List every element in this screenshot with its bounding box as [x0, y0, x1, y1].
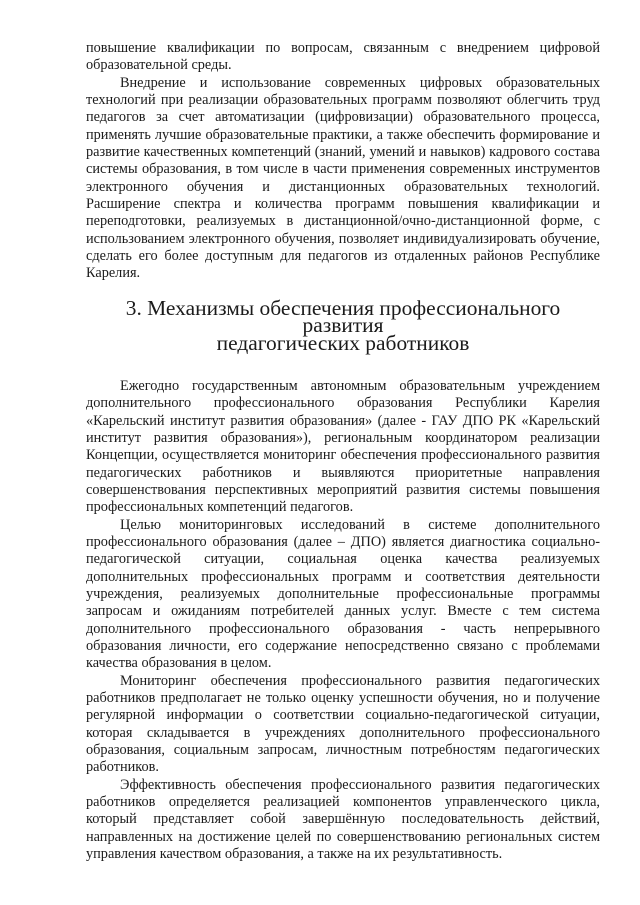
paragraph-2: Внедрение и использование современных цифровых образовательных технологий при реализации образовательных программ позволяют облегчить труд педагогов за счет автоматизации (цифровизации) образовательного процесса, применять лучшие образовательные практики, а также обеспечить формирование и развитие качественных компетенций (знаний, умений и навыков) кадрового состава системы образования, в том числе в части применения современных инструментов электронного обучения и дистанционных образовательных технологий. Расширение спектра и количества программ повышения квалификации и переподготовки, реализуемых в дистанционной/очно-дистанционной форме, с использованием электронного обучения, позволяет индивидуализировать обучение, сделать его более доступным для педагогов из отдаленных районов Республике Карелия.	[86, 74, 600, 282]
section-heading-line-1: 3. Механизмы обеспечения профессионального развития	[125, 295, 561, 338]
section-heading	[86, 295, 600, 355]
document-body	[86, 40, 600, 863]
paragraph-3: Ежегодно государственным автономным образовательным учреждением дополнительного профессионального образования Республики Карелия «Карельский институт развития образования» (далее - ГАУ ДПО РК «Карельский институт развития образования»), региональным координатором реализации Концепции, осуществляется мониторинг обеспечения профессионального развития педагогических работников и выявляются приоритетные направления совершенствования перспективных мероприятий развития системы повышения профессиональных компетенций педагогов.	[86, 377, 600, 516]
paragraph-1: повышение квалификации по вопросам, связанным с внедрением цифровой образовательной среды.	[86, 40, 600, 74]
paragraph-6: Эффективность обеспечения профессионального развития педагогических работников определяется реализацией компонентов управленческого цикла, который представляет собой завершённую последовательность действий, направленных на достижение целей по совершенствованию региональных систем управления качеством образования, а также на их результативность.	[86, 776, 600, 863]
paragraph-4: Целью мониторинговых исследований в системе дополнительного профессионального образования (далее – ДПО) является диагностика социально-педагогической ситуации, социальная оценка качества реализуемых дополнительных профессиональных программ и соответствия деятельности учреждения, реализуемых дополнительные профессиональные программы запросам и ожиданиям потребителей данных услуг. Вместе с тем система дополнительного профессионального образования - часть непрерывного образования личности, его содержание непосредственно связано с проблемами качества образования в целом.	[86, 516, 600, 672]
spacer	[86, 352, 600, 378]
paragraph-5: Мониторинг обеспечения профессионального развития педагогических работников предполагает не только оценку успешности обучения, но и получение регулярной информации о соответствии социально-педагогической ситуации, которая складывается в учреждениях дополнительного профессионального образования, социальным запросам, личностным потребностям педагогических работников.	[86, 672, 600, 776]
section-heading-line-2: педагогических работников	[216, 330, 470, 355]
